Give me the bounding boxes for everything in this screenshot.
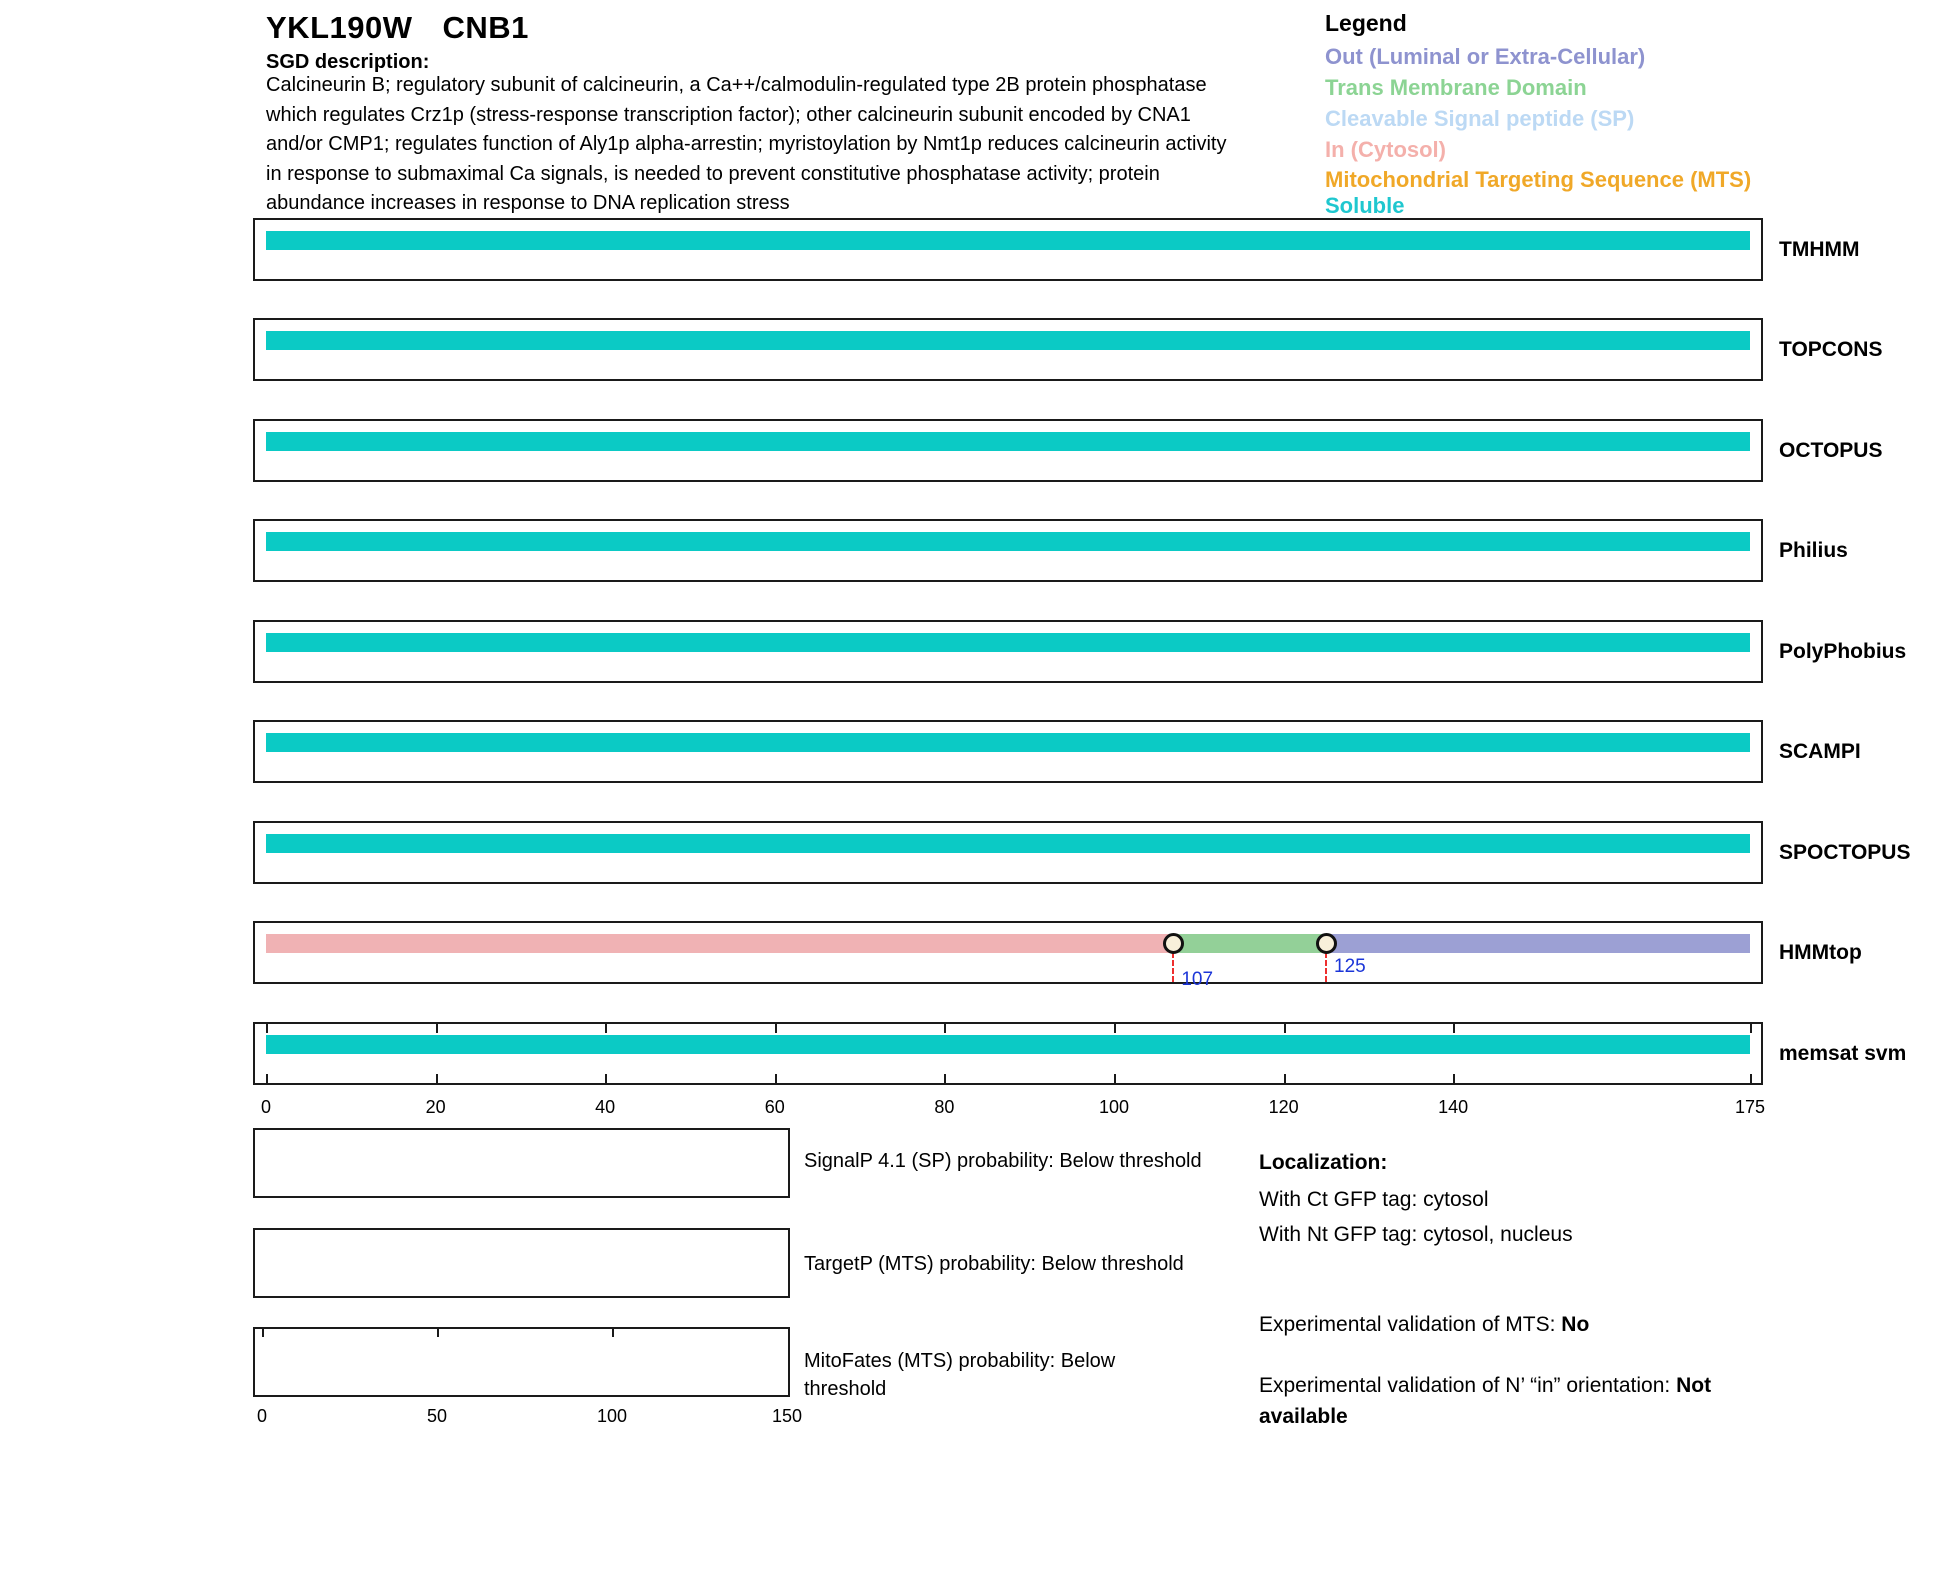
track-bar-segment (266, 633, 1750, 652)
hmmtop-boundary-marker (1316, 933, 1337, 954)
ruler-tick (1284, 1074, 1286, 1083)
probability-axis-label: 150 (771, 1406, 803, 1426)
ruler-tick (775, 1074, 777, 1083)
legend-item: Trans Membrane Domain (1325, 75, 1587, 100)
legend-item: Mitochondrial Targeting Sequence (MTS) (1325, 167, 1752, 192)
ruler-tick (1750, 1024, 1752, 1033)
orf-name: YKL190W (266, 10, 413, 45)
track-label: TOPCONS (1779, 338, 1883, 361)
axis-tick-label: 60 (764, 1097, 785, 1117)
ruler-tick (944, 1074, 946, 1083)
ruler-tick (1453, 1074, 1455, 1083)
track-label: SCAMPI (1779, 740, 1861, 763)
localization-nt-line: With Nt GFP tag: cytosol, nucleus (1259, 1223, 1573, 1246)
orientation-validation-value: Not available (1259, 1374, 1712, 1428)
gene-name: CNB1 (442, 10, 529, 45)
hmmtop-boundary-label: 107 (1181, 969, 1214, 990)
legend-item: Out (Luminal or Extra-Cellular) (1325, 44, 1646, 69)
probability-ruler-tick (437, 1329, 439, 1337)
targetp-caption: TargetP (MTS) probability: Below threshold (804, 1253, 1184, 1275)
mitofates-caption: MitoFates (MTS) probability: Below threshold (804, 1350, 1116, 1400)
orientation-validation-label: Experimental validation of N’ “in” orientation: (1259, 1374, 1677, 1397)
localization-title: Localization: (1259, 1151, 1388, 1174)
axis-tick-label: 40 (595, 1097, 616, 1117)
ruler-tick (944, 1024, 946, 1033)
ruler-tick (1284, 1024, 1286, 1033)
description-line: and/or CMP1; regulates function of Aly1p alpha-arrestin; myristoylation by Nmt1p reduces calcineurin activity (266, 133, 1227, 155)
probability-axis-label: 100 (596, 1406, 628, 1426)
track-bar-segment (266, 1035, 1750, 1054)
probability-plot-box (253, 1128, 790, 1198)
localization-ct-line: With Ct GFP tag: cytosol (1259, 1188, 1489, 1211)
sgd-description-text (266, 71, 1226, 219)
ruler-tick (1114, 1024, 1116, 1033)
description-line: which regulates Crz1p (stress-response transcription factor); other calcineurin subunit encoded by CNA1 (266, 103, 1191, 126)
probability-plot-box (253, 1327, 790, 1397)
ruler-tick (605, 1024, 607, 1033)
hmmtop-boundary-line (1325, 952, 1327, 983)
mts-validation-line (1259, 1310, 1589, 1340)
axis-tick-label: 140 (1438, 1097, 1469, 1117)
ruler-tick (436, 1024, 438, 1033)
track-bar-segment (266, 834, 1750, 853)
track-bar-segment (266, 934, 1173, 953)
legend-item: Cleavable Signal peptide (SP) (1325, 106, 1635, 131)
mts-validation-label: Experimental validation of MTS: (1259, 1313, 1562, 1336)
ruler-tick (1453, 1024, 1455, 1033)
track-bar-segment (266, 331, 1750, 350)
probability-ruler-tick (262, 1329, 264, 1337)
track-bar-segment (266, 733, 1750, 752)
track-label: memsat svm (1779, 1042, 1907, 1065)
ruler-tick (436, 1074, 438, 1083)
legend-item: Soluble (1325, 193, 1405, 218)
sgd-description-label: SGD description: (266, 51, 430, 73)
ruler-tick (1114, 1074, 1116, 1083)
mts-validation-value: No (1561, 1313, 1590, 1336)
track-label: OCTOPUS (1779, 439, 1883, 462)
orientation-validation-line (1259, 1370, 1764, 1432)
axis-tick-label: 120 (1268, 1097, 1299, 1117)
signalp-caption: SignalP 4.1 (SP) probability: Below threshold (804, 1150, 1202, 1172)
track-label: PolyPhobius (1779, 640, 1907, 663)
track-bar-segment (1173, 934, 1326, 953)
ruler-tick (266, 1024, 268, 1033)
page-title (266, 10, 529, 46)
track-label: SPOCTOPUS (1779, 841, 1911, 864)
probability-axis-label: 50 (426, 1406, 448, 1426)
hmmtop-boundary-marker (1163, 933, 1184, 954)
legend-title: Legend (1325, 10, 1407, 36)
hmmtop-boundary-line (1172, 952, 1174, 983)
track-label: TMHMM (1779, 238, 1860, 261)
ruler-tick (775, 1024, 777, 1033)
hmmtop-boundary-label: 125 (1334, 956, 1366, 977)
ruler-tick (1750, 1074, 1752, 1083)
track-bar-segment (266, 432, 1750, 451)
description-line: abundance increases in response to DNA replication stress (266, 192, 790, 214)
track-label: HMMtop (1779, 941, 1862, 964)
track-label: Philius (1779, 539, 1848, 562)
axis-tick-label: 0 (260, 1097, 272, 1117)
axis-tick-label: 175 (1734, 1097, 1766, 1117)
description-line: Calcineurin B; regulatory subunit of calcineurin, a Ca++/calmodulin-regulated type 2B protein phosphatase (266, 74, 1207, 96)
track-bar-segment (1326, 934, 1750, 953)
axis-tick-label: 80 (934, 1097, 955, 1117)
ruler-tick (605, 1074, 607, 1083)
ruler-tick (266, 1074, 268, 1083)
axis-tick-label: 100 (1098, 1097, 1130, 1117)
probability-ruler-tick (612, 1329, 614, 1337)
probability-plot-box (253, 1228, 790, 1298)
description-line: in response to submaximal Ca signals, is needed to prevent constitutive phosphatase activity; protein (266, 162, 1160, 185)
axis-tick-label: 20 (425, 1097, 446, 1117)
track-bar-segment (266, 231, 1750, 250)
probability-axis-label: 0 (256, 1406, 268, 1426)
track-bar-segment (266, 532, 1750, 551)
legend-item: In (Cytosol) (1325, 137, 1446, 162)
